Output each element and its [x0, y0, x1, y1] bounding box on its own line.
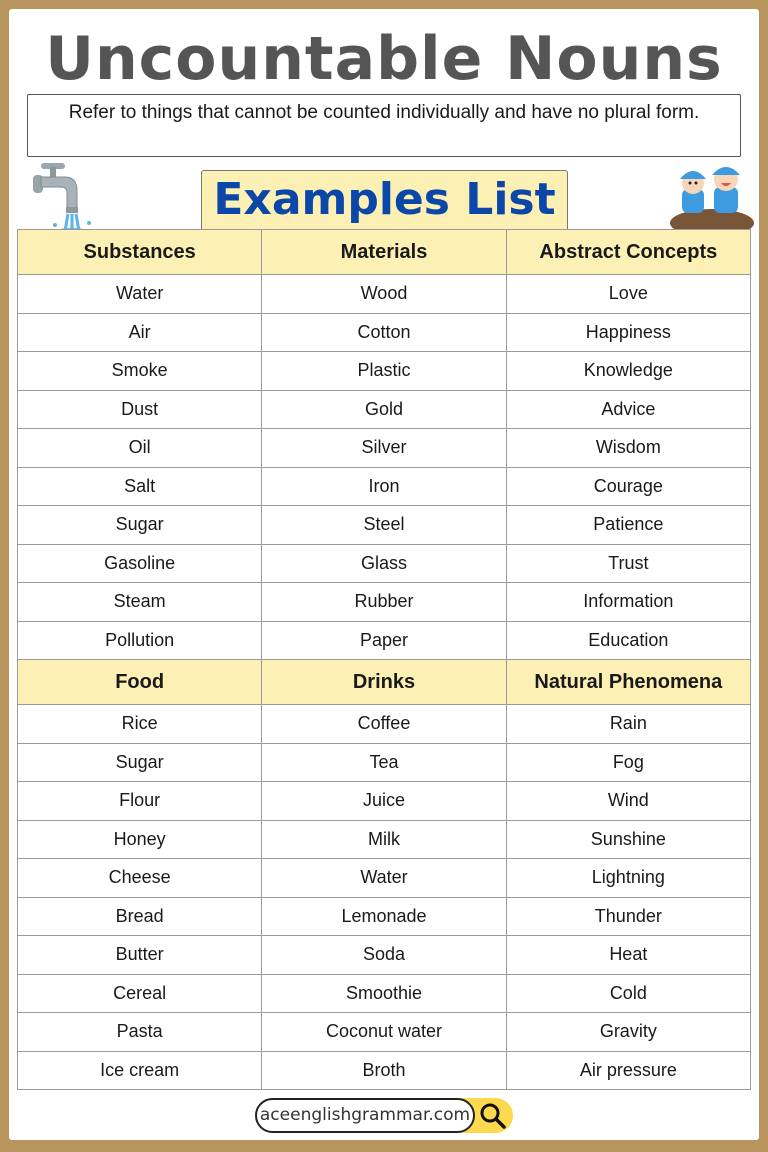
table-cell: Pollution — [18, 621, 262, 660]
table-cell: Silver — [262, 429, 506, 468]
table-cell: Water — [262, 859, 506, 898]
table-cell: Iron — [262, 467, 506, 506]
table-cell: Sugar — [18, 743, 262, 782]
kids-playing-in-mud-icon — [664, 159, 759, 239]
search-icon[interactable] — [479, 1102, 507, 1130]
column-header: Food — [18, 660, 262, 705]
table-cell: Courage — [506, 467, 750, 506]
table-cell: Rice — [18, 705, 262, 744]
table-cell: Ice cream — [18, 1051, 262, 1090]
table-cell: Butter — [18, 936, 262, 975]
uncountable-nouns-table — [17, 229, 751, 1090]
table-cell: Soda — [262, 936, 506, 975]
table-row — [18, 705, 751, 744]
table-row — [18, 275, 751, 314]
column-header: Materials — [262, 230, 506, 275]
table-cell: Cold — [506, 974, 750, 1013]
table-cell: Thunder — [506, 897, 750, 936]
table-cell: Lemonade — [262, 897, 506, 936]
website-search-pill[interactable] — [255, 1098, 513, 1133]
table-row — [18, 1013, 751, 1052]
table-cell: Sunshine — [506, 820, 750, 859]
table-row — [18, 429, 751, 468]
website-url[interactable]: aceenglishgrammar.com — [255, 1098, 475, 1133]
table-cell: Wind — [506, 782, 750, 821]
table-cell: Smoke — [18, 352, 262, 391]
table-row — [18, 390, 751, 429]
table-cell: Juice — [262, 782, 506, 821]
worksheet-page — [9, 9, 759, 1140]
table-cell: Gold — [262, 390, 506, 429]
table-cell: Cotton — [262, 313, 506, 352]
table-header-row — [18, 230, 751, 275]
table-cell: Coconut water — [262, 1013, 506, 1052]
table-cell: Happiness — [506, 313, 750, 352]
table-cell: Air — [18, 313, 262, 352]
table-cell: Paper — [262, 621, 506, 660]
table-cell: Gravity — [506, 1013, 750, 1052]
table-row — [18, 506, 751, 545]
table-row — [18, 544, 751, 583]
table-cell: Wisdom — [506, 429, 750, 468]
table-cell: Salt — [18, 467, 262, 506]
table-cell: Dust — [18, 390, 262, 429]
column-header: Abstract Concepts — [506, 230, 750, 275]
table-row — [18, 1051, 751, 1090]
examples-list-banner: Examples List — [201, 170, 568, 232]
column-header: Substances — [18, 230, 262, 275]
table-row — [18, 621, 751, 660]
table-cell: Cheese — [18, 859, 262, 898]
table-row — [18, 974, 751, 1013]
table-cell: Tea — [262, 743, 506, 782]
table-cell: Love — [506, 275, 750, 314]
table-cell: Heat — [506, 936, 750, 975]
table-row — [18, 859, 751, 898]
table-cell: Lightning — [506, 859, 750, 898]
table-cell: Air pressure — [506, 1051, 750, 1090]
table-cell: Education — [506, 621, 750, 660]
table-cell: Information — [506, 583, 750, 622]
table-row — [18, 936, 751, 975]
table-cell: Water — [18, 275, 262, 314]
table-cell: Oil — [18, 429, 262, 468]
table-cell: Plastic — [262, 352, 506, 391]
table-cell: Wood — [262, 275, 506, 314]
table-cell: Fog — [506, 743, 750, 782]
column-header: Natural Phenomena — [506, 660, 750, 705]
page-title: Uncountable Nouns — [45, 24, 723, 94]
table-cell: Broth — [262, 1051, 506, 1090]
table-cell: Sugar — [18, 506, 262, 545]
table-cell: Rubber — [262, 583, 506, 622]
table-row — [18, 313, 751, 352]
table-cell: Coffee — [262, 705, 506, 744]
table-cell: Advice — [506, 390, 750, 429]
table-row — [18, 583, 751, 622]
table-cell: Pasta — [18, 1013, 262, 1052]
column-header: Drinks — [262, 660, 506, 705]
table-row — [18, 897, 751, 936]
table-cell: Bread — [18, 897, 262, 936]
table-cell: Cereal — [18, 974, 262, 1013]
table-cell: Gasoline — [18, 544, 262, 583]
table-cell: Trust — [506, 544, 750, 583]
table-header-row — [18, 660, 751, 705]
table-cell: Smoothie — [262, 974, 506, 1013]
definition-box: Refer to things that cannot be counted individually and have no plural form. — [27, 94, 741, 157]
table-cell: Milk — [262, 820, 506, 859]
table-row — [18, 782, 751, 821]
table-cell: Glass — [262, 544, 506, 583]
table-row — [18, 820, 751, 859]
table-cell: Honey — [18, 820, 262, 859]
water-faucet-icon — [25, 159, 105, 239]
table-cell: Knowledge — [506, 352, 750, 391]
table-cell: Rain — [506, 705, 750, 744]
table-row — [18, 352, 751, 391]
table-cell: Steam — [18, 583, 262, 622]
table-row — [18, 743, 751, 782]
table-cell: Steel — [262, 506, 506, 545]
table-row — [18, 467, 751, 506]
table-cell: Flour — [18, 782, 262, 821]
table-cell: Patience — [506, 506, 750, 545]
